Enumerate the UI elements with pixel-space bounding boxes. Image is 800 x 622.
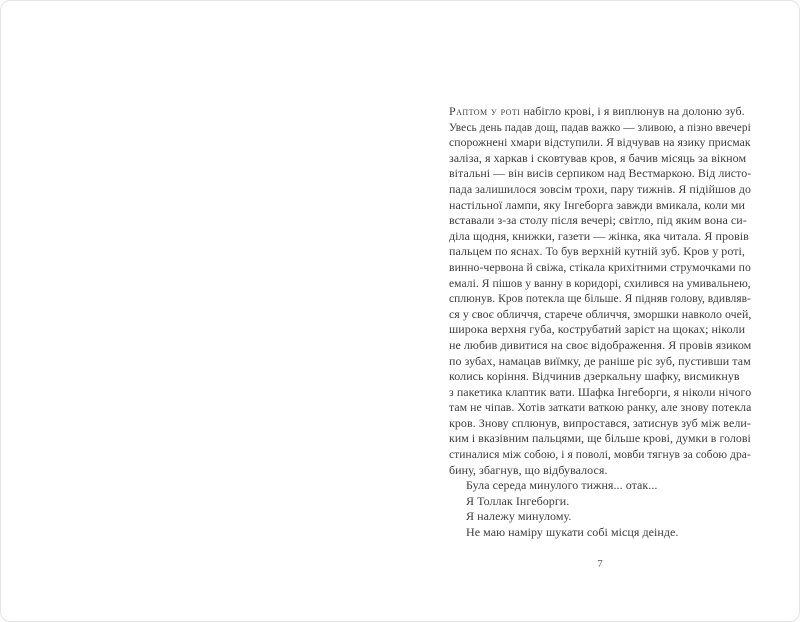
text-line: по зубах, намацав виїмку, де раніше ріс зуб, пустивши там [449, 353, 751, 368]
text-line: широка верхня губа, кострубатий заріст на щоках; ніколи [449, 322, 746, 337]
text-line [449, 104, 751, 120]
text-line: сплюнув. Кров потекла ще більше. Я підняв голову, вдивляв- [449, 291, 751, 306]
text-line: з пакетика клаптик вати. Шафка Інгеборги, я ніколи нічого [449, 384, 752, 399]
page-text-column [449, 104, 751, 541]
chapter-opening-rest: набігло крові, і я виплюнув на долоню зуб. [520, 104, 745, 118]
text-line: спорожнені хмари відступили. Я відчував на язику присмак [449, 135, 751, 150]
text-line: кров. Знову сплюнув, випростався, затиснув зуб між вели- [449, 415, 751, 430]
text-line: не любив дивитися на своє відображення. Я провів язиком [449, 337, 752, 352]
text-line: вставали з-за столу після вечері; світло, під яким вона си- [449, 213, 747, 228]
text-line: Я Толлак Інгеборги. [466, 493, 570, 508]
text-line: Я належу минулому. [466, 509, 572, 524]
text-line: Увесь день падав дощ, падав важко — зливою, а пізно ввечері [449, 119, 751, 134]
text-line: заліза, я харкав і сковтував кров, я бачив місяць за вікном [449, 150, 747, 165]
text-line: винно-червона й свіжа, стікала крихітними струмочками по [449, 259, 751, 274]
text-line: стиналися між собою, і я поволі, мовби тягнув за собою дра- [449, 447, 751, 462]
text-line: пада залишилося зовсім трохи, пару тижнів. Я підійшов до [449, 181, 751, 196]
text-line: Була середа минулого тижня... отак... [466, 478, 658, 493]
page-number: 7 [597, 558, 603, 570]
chapter-opening-smallcaps: Раптом у роті [449, 104, 521, 118]
text-line: Не маю наміру шукати собі місця деінде. [466, 525, 679, 540]
text-line: діла щодня, книжки, газети — жінка, яка читала. Я провів [449, 228, 749, 243]
text-line: колись коріння. Відчинив дзеркальну шафку, висмикнув [449, 369, 740, 384]
text-line: бину, збагнув, що відбувалося. [449, 462, 608, 477]
text-line: ким і вказівним пальцями, ще більше крові, думки в голові [449, 431, 751, 446]
text-line: вітальні — він висів серпиком над Вестмаркою. Від листо- [449, 166, 752, 181]
text-line: там не чіпав. Хотів заткати ваткою ранку, але знову потекла [449, 400, 752, 415]
text-line: ся у своє обличчя, старече обличчя, зморшки навколо очей, [449, 306, 752, 321]
text-line: настільної лампи, яку Інгеборга завжди вмикала, коли ми [449, 197, 745, 212]
text-line: пальцем по яснах. То був верхній кутній зуб. Кров у роті, [449, 244, 745, 259]
text-line: емалі. Я пішов у ванну в коридорі, схилився на умивальнею, [449, 275, 751, 290]
